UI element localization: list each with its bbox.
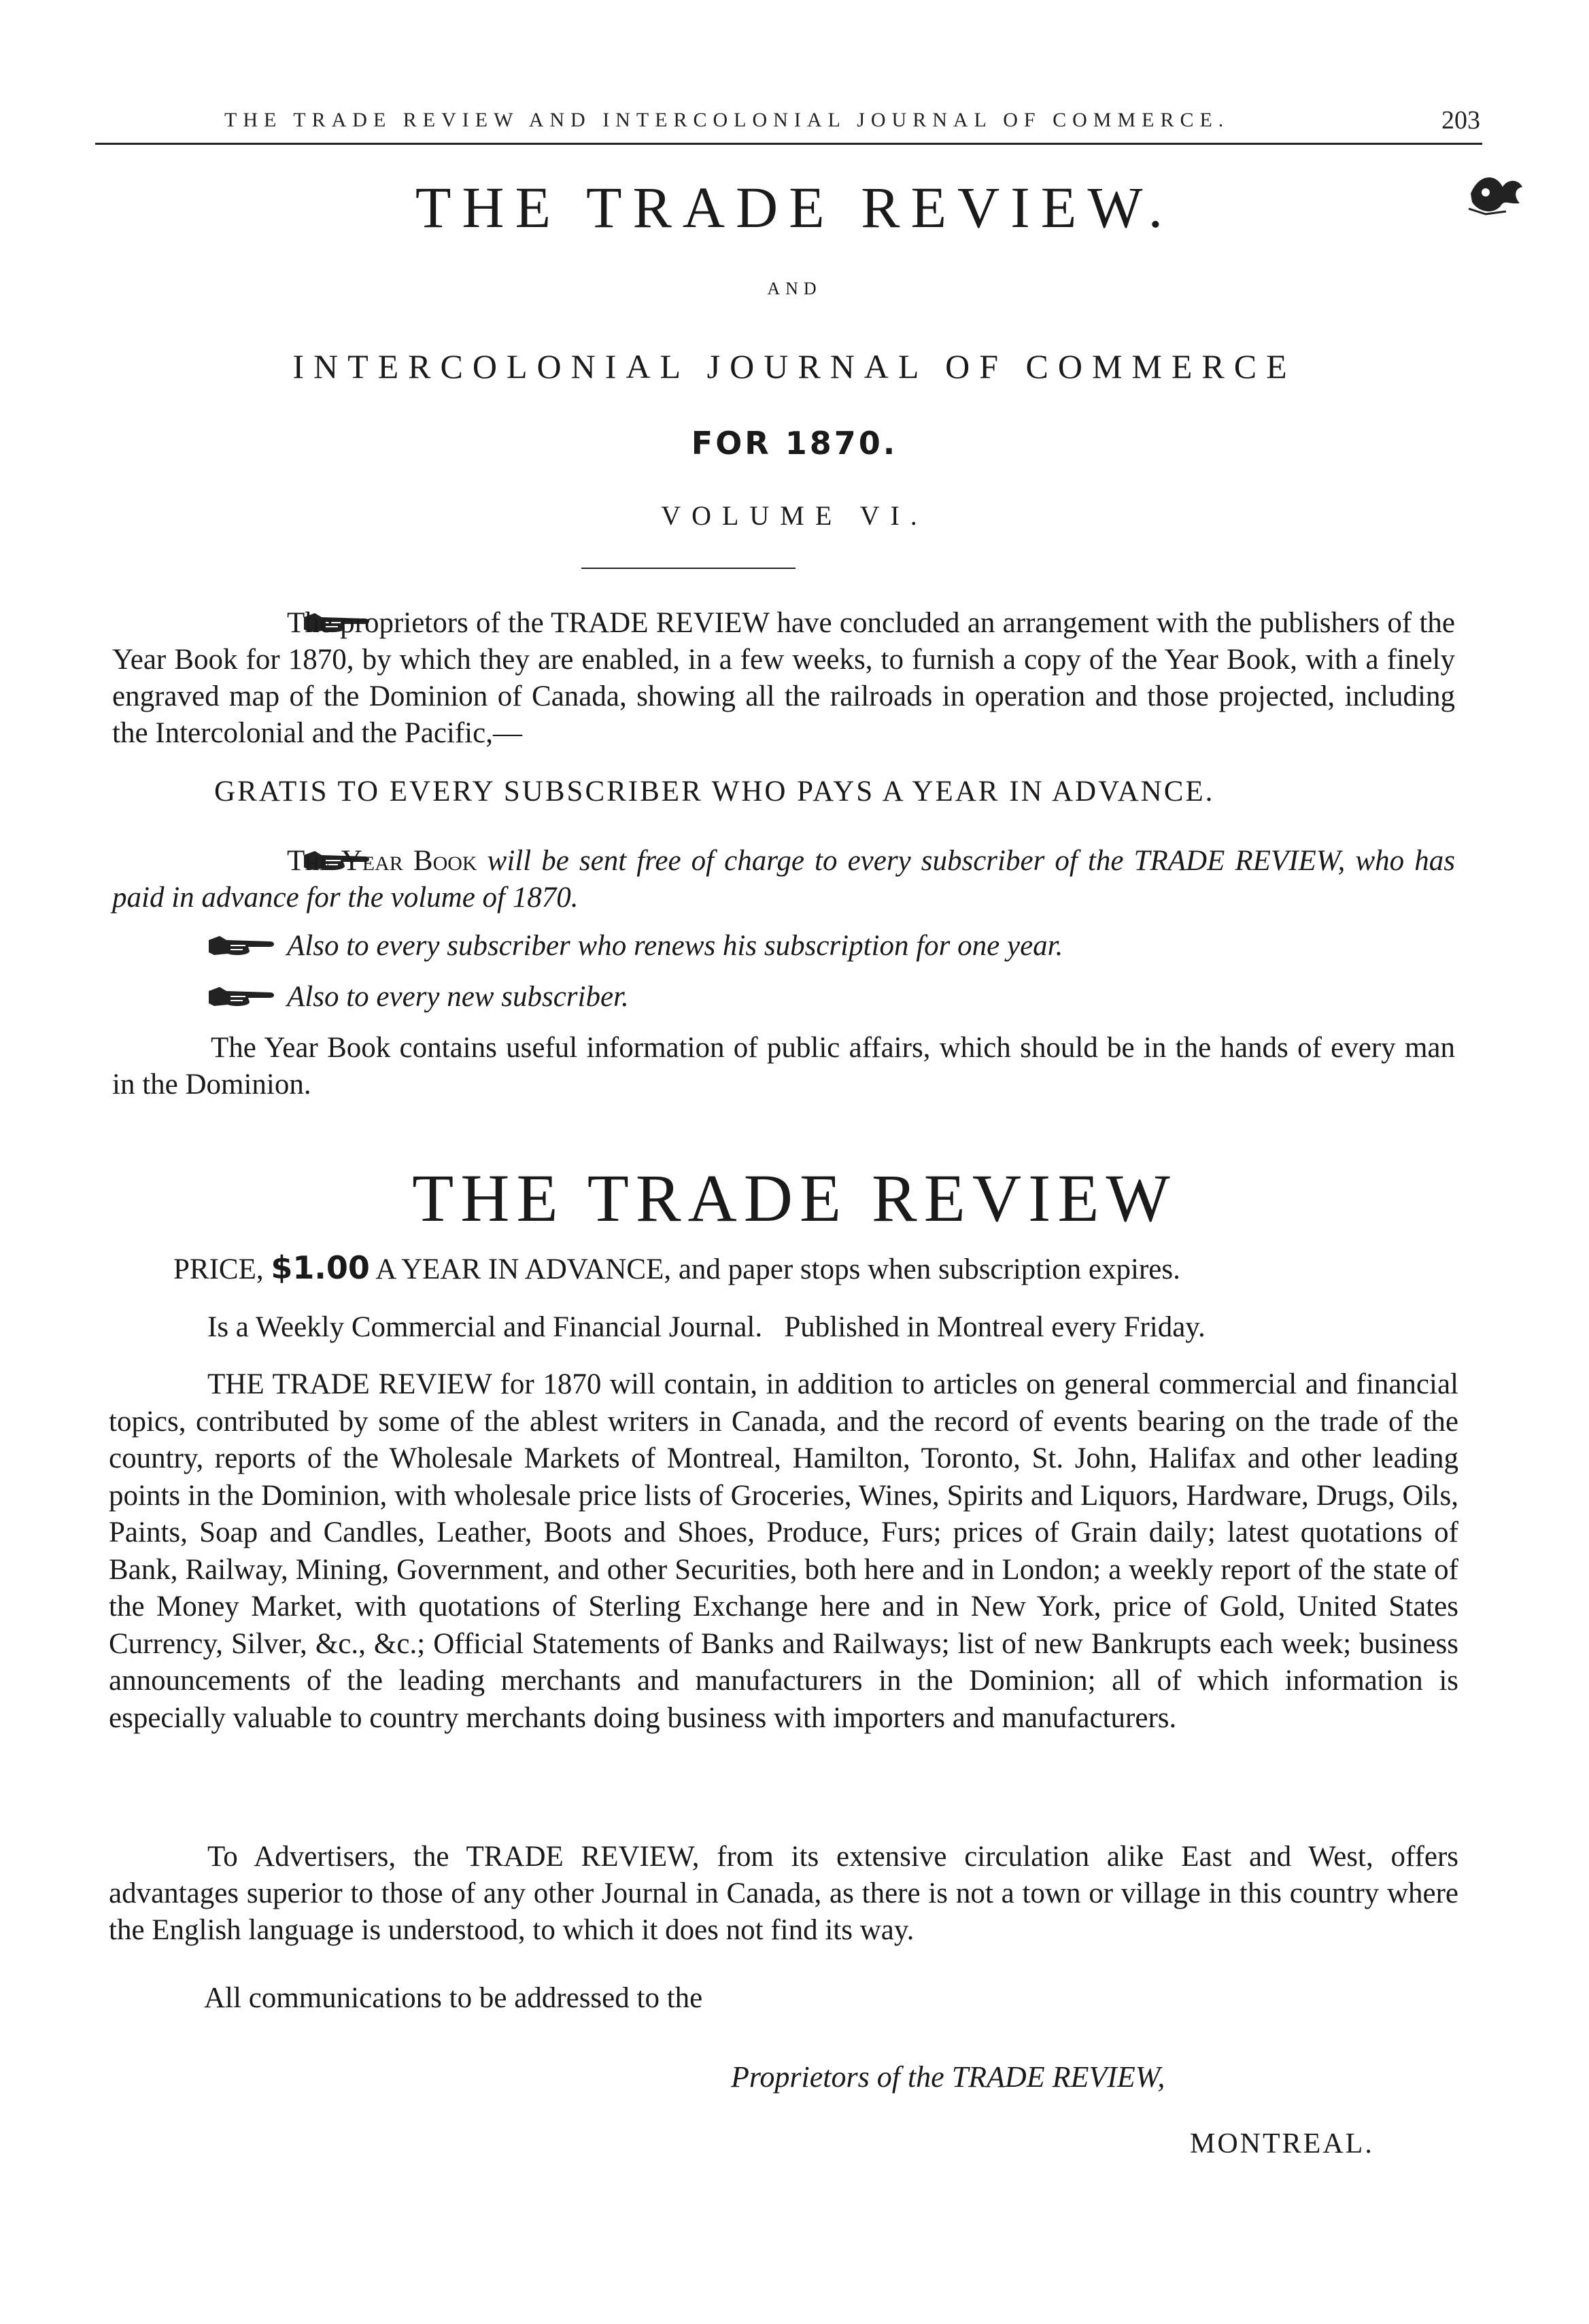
masthead-rule	[581, 568, 796, 569]
advertisers-paragraph: To Advertisers, the TRADE REVIEW, from its extensive circulation alike East and West, offers advantages superior to those of any other Journal in Canada, as there is not a town or village in this country where the English language is understood, to which it does not find its way.	[109, 1841, 1458, 1946]
notice-paragraph-3: Also to every subscriber who renews his subscription for one year.	[207, 928, 1431, 965]
city-line: MONTREAL.	[1190, 2128, 1374, 2160]
communications-line: All communications to be addressed to the	[204, 1982, 703, 2014]
notice-paragraph-5: The Year Book contains useful information of public affairs, which should be in the hands of every man in the Dominion.	[112, 1032, 1455, 1100]
masthead-year: FOR 1870.	[691, 425, 898, 462]
review-title: THE TRADE REVIEW	[412, 1160, 1177, 1236]
pointing-hand-icon	[207, 983, 279, 1009]
page-number: 203	[1441, 106, 1480, 135]
notice-paragraph-4: Also to every new subscriber.	[207, 979, 1431, 1016]
header-rule	[95, 143, 1482, 145]
pointing-hand-icon	[207, 847, 279, 873]
notice-paragraph-2: The Year Book will be sent free of charge to every subscriber of the TRADE REVIEW, who has paid in advance for the volume of 1870.	[112, 845, 1455, 914]
masthead-volume: VOLUME VI.	[661, 500, 928, 531]
weekly-line: Is a Weekly Commercial and Financial Journal. Published in Montreal every Friday.	[207, 1311, 1206, 1343]
price-line: PRICE, $1.00 A YEAR IN ADVANCE, and paper stops when subscription expires.	[173, 1249, 1180, 1286]
notice-paragraph-1: The proprietors of the TRADE REVIEW have concluded an arrangement with the publishers of the Year Book for 1870, by which they are enabled, in a few weeks, to furnish a copy of the Year Book, with a finely engraved map of the Dominion of Canada, showing all the railroads in operation and those projected, including the Intercolonial and the Pacific,—	[112, 607, 1455, 749]
pointing-hand-icon	[207, 932, 279, 958]
signature: Proprietors of the TRADE REVIEW,	[731, 2060, 1165, 2094]
pointing-hand-icon	[207, 609, 279, 635]
masthead-title: THE TRADE REVIEW.	[415, 175, 1174, 240]
printers-ornament-icon	[1465, 167, 1526, 221]
masthead-and: AND	[767, 279, 822, 298]
gratis-line: GRATIS TO EVERY SUBSCRIBER WHO PAYS A YEAR IN ADVANCE.	[214, 776, 1215, 808]
running-head: THE TRADE REVIEW AND INTERCOLONIAL JOURNAL OF COMMERCE.	[224, 109, 1230, 131]
masthead-subtitle: INTERCOLONIAL JOURNAL OF COMMERCE	[292, 347, 1297, 385]
contents-paragraph: THE TRADE REVIEW for 1870 will contain, in addition to articles on general commercial and financial topics, contributed by some of the ablest writers in Canada, and the record of events bearing on the trade of the country, reports of the Wholesale Markets of Montreal, Hamilton, Toronto, St. John, Halifax and other leading points in the Dominion, with wholesale price lists of Groceries, Wines, Spirits and Liquors, Hardware, Drugs, Oils, Paints, Soap and Candles, Leather, Boots and Shoes, Produce, Furs; prices of Grain daily; latest quotations of Bank, Railway, Mining, Government, and other Securities, both here and in London; a weekly report of the state of the Money Market, with quotations of Sterling Exchange here and in New York, price of Gold, United States Currency, Silver, &c., &c.; Official Statements of Banks and Railways; list of new Bankrupts each week; business announcements of the leading merchants and manufacturers in the Dominion; all of which information is especially valuable to country merchants doing business with importers and manufacturers.	[109, 1368, 1458, 1734]
